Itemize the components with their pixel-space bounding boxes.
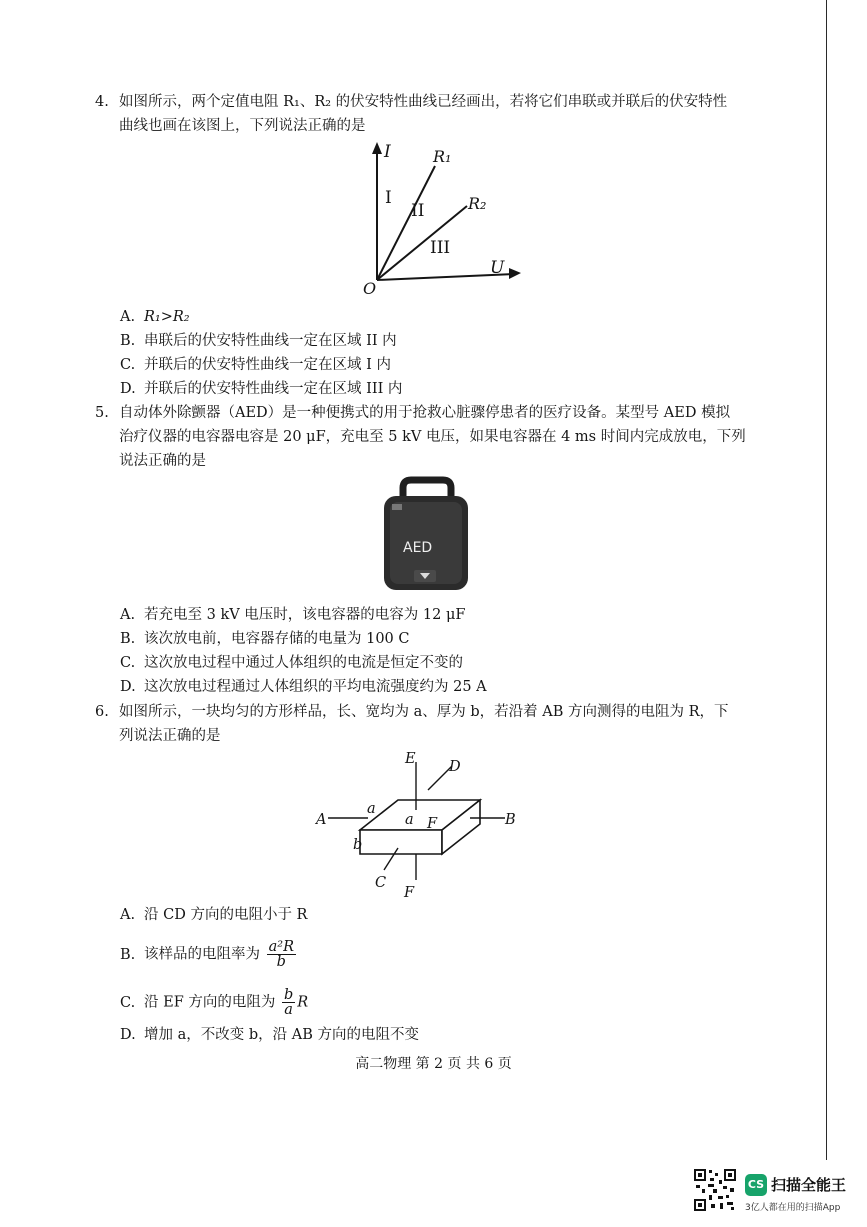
q6-option-c: C. 沿 EF 方向的电阻为 $\frac{b}{a}$ R <box>120 987 309 1018</box>
r1-line <box>377 166 435 280</box>
scanner-watermark <box>693 1166 858 1218</box>
question-text-line1: 如图所示，两个定值电阻 R₁、R₂ 的伏安特性曲线已经画出，若将它们串联或并联后的伏安特性 <box>119 94 728 110</box>
page-footer: 高二物理 第 2 页 共 6 页 <box>355 1056 512 1072</box>
label-b-side: b <box>353 837 363 853</box>
fraction: $\frac{b}{a}$ <box>283 987 294 1018</box>
label-b-point: B <box>505 812 516 828</box>
question-number: 6. <box>95 704 109 720</box>
region-2-label: II <box>411 201 425 221</box>
q6-option-d: D. 增加 a，不改变 b，沿 AB 方向的电阻不变 <box>120 1027 419 1043</box>
q4-option-d: D. 并联后的伏安特性曲线一定在区域 III 内 <box>120 381 403 397</box>
q4-option-a: A. R₁>R₂ <box>120 309 190 325</box>
fraction: $\frac{\text{a²R}}{b}$ <box>268 939 294 970</box>
q5-option-a: A. 若充电至 3 kV 电压时，该电容器的电容为 12 μF <box>120 607 466 623</box>
aed-device-image <box>381 478 471 592</box>
r2-label: R₂ <box>468 194 487 213</box>
sample-slab-figure <box>320 750 520 900</box>
question-text-line2: 列说法正确的是 <box>119 728 221 744</box>
question-text-line3: 说法正确的是 <box>119 453 206 469</box>
q5-option-c: C. 这次放电过程中通过人体组织的电流是恒定不变的 <box>120 655 463 671</box>
label-e-point: E <box>405 751 416 767</box>
question-5 <box>95 401 795 473</box>
y-axis-label: I <box>384 142 391 162</box>
brand-tagline: 3亿人都在用的扫描App <box>745 1203 841 1213</box>
origin-label: O <box>363 279 377 298</box>
question-4 <box>95 90 795 138</box>
question-text-line1: 自动体外除颤器（AED）是一种便携式的用于抢救心脏骤停患者的医疗设备。某型号 AED 模拟 <box>119 405 731 421</box>
label-f-bottom: F <box>404 885 415 901</box>
q4-option-c: C. 并联后的伏安特性曲线一定在区域 I 内 <box>120 357 391 373</box>
qr-code-icon <box>693 1168 737 1212</box>
region-3-label: III <box>430 238 451 258</box>
x-axis-label: U <box>490 258 505 278</box>
label-c-point: C <box>375 875 387 891</box>
question-text-line2: 治疗仪器的电容器电容是 20 μF，充电至 5 kV 电压，如果电容器在 4 ms 时间内完成放电，下列 <box>119 429 746 445</box>
r1-label: R₁ <box>433 147 452 166</box>
label-a-top: a <box>405 812 414 828</box>
question-number: 4. <box>95 94 109 110</box>
aed-label: AED <box>403 540 433 556</box>
cs-logo-icon: CS <box>745 1174 767 1196</box>
region-1-label: I <box>385 188 392 208</box>
q5-option-b: B. 该次放电前，电容器存储的电量为 100 C <box>120 631 410 647</box>
label-f-top: F <box>427 816 438 832</box>
q6-option-b: B. 该样品的电阻率为 $\frac{\text{a²R}}{b}$ <box>120 939 294 970</box>
q4-option-b: B. 串联后的伏安特性曲线一定在区域 II 内 <box>120 333 397 349</box>
question-number: 5. <box>95 405 109 421</box>
scan-edge-line <box>826 0 827 1160</box>
label-a-side: a <box>367 801 376 817</box>
brand-name: 扫描全能王 <box>771 1176 847 1194</box>
question-text-line1: 如图所示，一块均匀的方形样品，长、宽均为 a、厚为 b，若沿着 AB 方向测得的电阻为 R，下 <box>119 704 729 720</box>
question-text-line2: 曲线也画在该图上，下列说法正确的是 <box>119 118 366 134</box>
label-d-point: D <box>449 759 461 775</box>
q6-option-a: A. 沿 CD 方向的电阻小于 R <box>120 907 308 923</box>
question-6 <box>95 700 795 748</box>
q5-option-d: D. 这次放电过程通过人体组织的平均电流强度约为 25 A <box>120 679 487 695</box>
label-a-point: A <box>316 812 327 828</box>
